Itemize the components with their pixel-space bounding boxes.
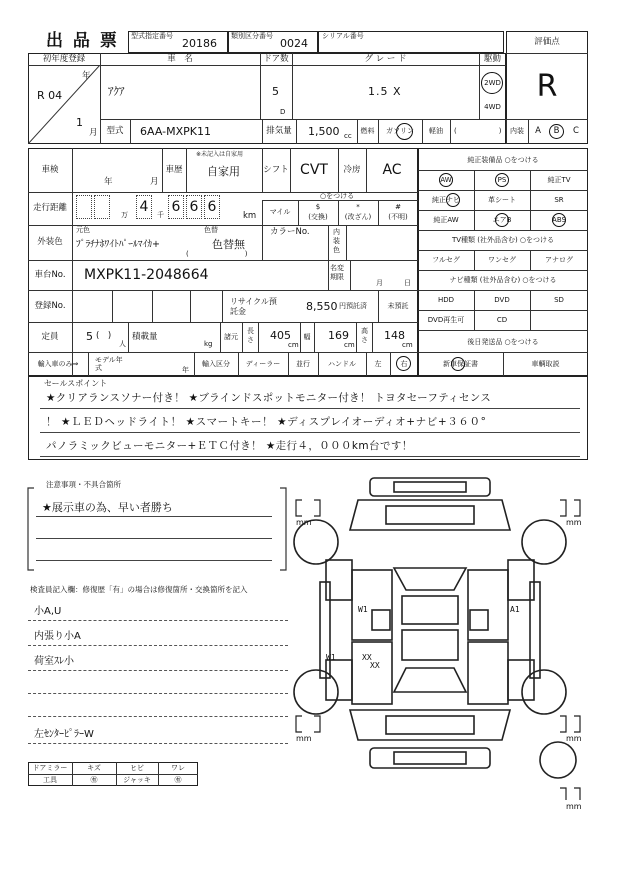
car-damage-diagram	[290, 470, 590, 800]
damage-mark-w1-pillar: W1	[326, 653, 336, 662]
sales-label: セールスポイント	[44, 379, 108, 388]
inspector-label: 検査員記入欄：修復歴「有」の場合は修復箇所・交換箇所を記入	[30, 585, 248, 594]
interior-c: C	[573, 126, 579, 137]
type-designation-value: 20186	[182, 37, 217, 50]
legend-mirror: ドアミラー	[32, 763, 68, 772]
navi-dvd: DVD	[494, 295, 510, 304]
width-cm: cm	[344, 341, 355, 349]
category-label: 類別区分番号	[231, 32, 273, 40]
equip-navi: 純正ナビ	[432, 195, 460, 204]
handle-right: 右	[400, 359, 408, 368]
grade: 1.5 X	[368, 85, 402, 98]
star: *	[356, 202, 360, 211]
sales-line-3: パノラミックビューモニター+ＥＴＣ付き！ ★走行４，０００km台です！	[46, 440, 413, 452]
capacity: 5	[86, 330, 93, 343]
mileage-digit-box-2	[94, 195, 110, 219]
legend-scratch: キズ	[87, 763, 101, 772]
equip-aw: AW	[440, 175, 452, 184]
sales-line-2: ！ ★ＬＥＤヘッドライト！ ★スマートキー！ ★ディスプレイオーディオ+ナビ+３６０°	[46, 416, 487, 428]
length-cm: cm	[288, 341, 299, 349]
legend-break: ワレ	[171, 763, 185, 772]
shift: CVT	[300, 162, 328, 178]
inspector-item-2: 内張り小A	[34, 631, 81, 642]
notes-line-1: ★展示車の為、早い者勝ち	[42, 501, 173, 514]
mileage-man: 万	[121, 211, 128, 219]
dollar-sub: (交換)	[308, 212, 328, 221]
capacity-paren: ( )	[96, 331, 112, 341]
rating-label: 評価点	[534, 36, 560, 47]
recycle-value: 8,550	[306, 300, 338, 313]
handle-left: 左	[374, 359, 382, 368]
equip-aw2: 純正AW	[433, 215, 459, 224]
mm-label-5: mm	[566, 802, 582, 811]
later-manual: 車輌取説	[531, 359, 560, 368]
length: 405	[270, 329, 291, 342]
fuel-label: 燃料	[360, 127, 375, 135]
original-color-label: 元色	[76, 226, 90, 234]
legend-tools-value: ㊒	[90, 775, 98, 784]
door-suffix: D	[280, 108, 286, 116]
mm-label-4: mm	[566, 734, 582, 743]
mileage-digit-6: 6	[204, 195, 220, 219]
fuel-gas: ガソリン	[386, 127, 414, 135]
inspection-month: 月	[150, 177, 159, 187]
hash-sub: (不明)	[388, 212, 408, 221]
chassis-no: MXPK11-2048664	[84, 267, 209, 283]
doors-label: ドア数	[263, 53, 289, 64]
chassis-label: 車台No.	[34, 269, 66, 280]
mileage-digit-5: 6	[186, 195, 202, 219]
equip-abs: ABS	[552, 215, 566, 224]
equipment-title: 純正装備品 ○をつける	[467, 155, 539, 164]
inspector-item-1: 小A,U	[34, 606, 62, 617]
legend-jack-value: ㊒	[174, 775, 182, 784]
grade-label: グ レ ー ド	[364, 53, 407, 64]
fuel-bracket: ( )	[454, 127, 502, 135]
interior-color-label: 内装色	[333, 228, 340, 254]
recycle-label: リサイクル預託金	[230, 297, 277, 316]
navi-dvd-play: DVD再生可	[427, 315, 465, 324]
mileage-circle-note: ○をつける	[320, 192, 355, 200]
rating-value: R	[536, 69, 558, 104]
drive-label: 駆動	[483, 53, 501, 64]
equip-tv: 純正TV	[547, 175, 571, 184]
shift-label: シフト	[263, 164, 289, 175]
interior-a: A	[535, 126, 541, 137]
capacity-label: 定員	[41, 331, 59, 342]
damage-mark-a1: A1	[510, 605, 520, 614]
damage-mark-xx-1: XX	[362, 653, 372, 662]
displacement-unit: cc	[344, 132, 352, 140]
first-reg-month: 1	[76, 116, 83, 129]
first-reg-era: R 04	[37, 89, 63, 102]
first-reg-month-unit: 月	[89, 128, 98, 138]
name-change-day: 日	[404, 279, 411, 287]
legend-crack: ヒビ	[130, 763, 144, 772]
cooler: AC	[382, 162, 402, 178]
legend-jack: ジャッキ	[123, 775, 151, 784]
car-name: ｱｸｱ	[108, 85, 125, 98]
inspection-year: 年	[104, 177, 113, 187]
handle-label: ハンドル	[328, 359, 356, 368]
import-type-label: 輸入区分	[202, 359, 230, 368]
width-label: 幅	[303, 332, 311, 341]
equip-ps: PS	[497, 175, 507, 184]
history-note: ※未記入は自家用	[196, 151, 244, 158]
navi-title: ナビ種類 (社外品含む) ○をつける	[449, 275, 557, 284]
tv-fullseg: フルセグ	[432, 255, 460, 264]
drive-4wd: 4WD	[484, 102, 501, 111]
displacement: 1,500	[308, 125, 340, 138]
legend-tools: 工具	[43, 775, 57, 784]
parallel: 並行	[296, 359, 310, 368]
first-reg-year-unit: 年	[82, 71, 91, 81]
color-change-label: 色替	[204, 226, 218, 234]
later-title: 後日発送品 ○をつける	[467, 337, 539, 346]
star-sub: (改ざん)	[344, 212, 372, 221]
tv-title: TV種類 (社外品含む) ○をつける	[451, 235, 555, 244]
mileage-digit-3: 4	[136, 195, 152, 219]
dealer: ディーラー	[245, 359, 281, 368]
equip-leather: 革シート	[488, 195, 516, 204]
capacity-unit: 人	[119, 340, 126, 348]
load-unit: kg	[204, 340, 213, 348]
mileage-sen: 千	[157, 211, 164, 219]
interior-label: 内装	[510, 127, 524, 135]
name-change-month: 月	[376, 279, 383, 287]
width: 169	[328, 329, 349, 342]
history: 自家用	[207, 165, 240, 178]
mileage-km: km	[243, 211, 257, 221]
car-name-label: 車 名	[167, 53, 193, 64]
page-title: 出 品 票	[46, 31, 119, 51]
equip-sr: SR	[554, 195, 564, 204]
exterior-label: 外装色	[37, 237, 63, 248]
displacement-label: 排気量	[266, 126, 292, 137]
model-year-label: モデル年式	[95, 356, 123, 372]
color-change: 色替無	[212, 238, 245, 251]
color-paren: ( )	[186, 250, 248, 258]
fuel-diesel: 軽油	[429, 127, 443, 135]
navi-sd: SD	[554, 295, 564, 304]
navi-cd: CD	[496, 315, 508, 324]
load-label: 積載量	[132, 332, 158, 342]
history-label: 車歴	[165, 164, 183, 175]
dims-label: 諸元	[224, 332, 238, 341]
doors: 5	[272, 85, 279, 98]
name-change-label: 名変期限	[330, 264, 344, 281]
mm-label-1: mm	[296, 518, 312, 527]
mm-label-2: mm	[566, 518, 582, 527]
model-year-unit: 年	[182, 366, 189, 374]
inspector-item-6: 左ｾﾝﾀｰﾋﾟﾗｰW	[34, 729, 94, 740]
mileage-digit-box-1	[76, 195, 92, 219]
equip-airbag: エアB	[492, 215, 512, 224]
cooler-label: 冷房	[343, 164, 361, 175]
damage-mark-w1-left: W1	[358, 605, 368, 614]
inspection-label: 車検	[41, 164, 59, 175]
model-label: 型式	[106, 126, 124, 137]
tv-oneseg: ワンセグ	[488, 255, 516, 264]
sales-line-1: ★クリアランスソナー付き！ ★ブラインドスポットモニター付き！ トヨタセーフティセンス	[46, 392, 492, 404]
navi-hdd: HDD	[437, 295, 455, 304]
height-label: 高さ	[361, 327, 368, 344]
damage-mark-xx-2: XX	[370, 661, 380, 670]
recycle-unit: 円預託済	[339, 302, 367, 310]
tv-analog: アナログ	[545, 255, 573, 264]
inspector-item-3: 荷室ｽﾚ小	[34, 656, 74, 667]
notes-title: 注意事項・不具合箇所	[46, 480, 121, 489]
recycle-no: 未預託	[387, 301, 409, 310]
later-warranty: 新車保証書	[443, 359, 478, 368]
interior-b: B	[553, 126, 560, 137]
type-designation-label: 型式指定番号	[131, 32, 173, 40]
original-color: ﾌﾟﾗﾁﾅﾎﾜｲﾄﾊﾟｰﾙﾏｲｶ+	[76, 239, 160, 250]
length-label: 長さ	[247, 327, 254, 344]
drive-2wd: 2WD	[484, 78, 501, 87]
first-reg-label: 初年度登録	[42, 53, 86, 64]
height: 148	[384, 329, 405, 342]
height-cm: cm	[402, 341, 413, 349]
model: 6AA-MXPK11	[140, 125, 211, 138]
mileage-digit-4: 6	[168, 195, 184, 219]
import-label: 輸入車のみ⇒	[37, 359, 79, 368]
registration-label: 登録No.	[34, 300, 66, 311]
mm-label-3: mm	[296, 734, 312, 743]
category-value: 0024	[280, 37, 308, 50]
hash: #	[395, 202, 401, 211]
mile-label: マイル	[269, 208, 291, 216]
serial-label: シリアル番号	[322, 32, 364, 40]
color-no-label: カラーNo.	[270, 227, 310, 237]
mileage-label: 走行距離	[32, 203, 67, 214]
dollar: $	[315, 202, 321, 211]
